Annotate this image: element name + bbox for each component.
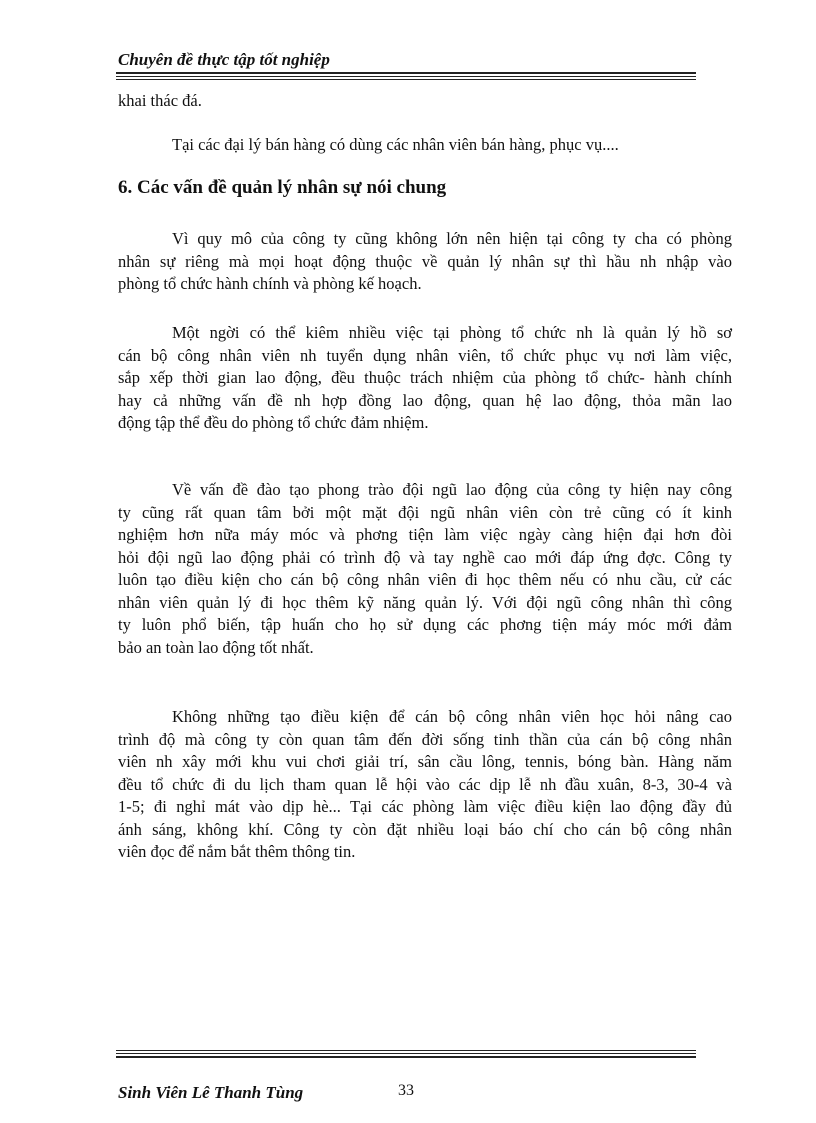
paragraph-line: Không những tạo điều kiện để cán bộ công nhân viên học hỏi nâng cao [172, 707, 732, 726]
paragraph-line: hỏi đội ngũ lao động phải có trình độ và tay nghề cao mới đáp ứng đợc. Công ty [118, 547, 732, 567]
header-title: Chuyên đề thực tập tốt nghiệp [118, 50, 330, 69]
paragraph-line: phòng tổ chức hành chính và phòng kế hoạch. [118, 274, 422, 293]
paragraph-agents: Tại các đại lý bán hàng có dùng các nhân viên bán hàng, phục vụ.... [172, 135, 619, 154]
paragraph-line: ty luôn phổ biến, tập huấn cho họ sử dụng các phơng tiện máy móc mới đảm [118, 615, 732, 634]
header-rule [116, 72, 696, 74]
paragraph-line: viên nh xây mới khu vui chơi giải trí, sân cầu lông, tennis, bóng bàn. Hàng năm [118, 752, 732, 771]
paragraph-line: hay cả những vấn đề nh hợp đồng lao động, quan hệ lao động, thỏa mãn lao [118, 390, 732, 410]
paragraph-line: Một ngời có thể kiêm nhiều việc tại phòng tổ chức nh là quản lý hồ sơ [172, 323, 732, 342]
paragraph-line: nhân sự riêng mà mọi hoạt động thuộc về quản lý nhân sự thì hầu nh nhập vào [118, 251, 732, 271]
footer-rule [116, 1050, 696, 1051]
paragraph-line: đều tổ chức đi du lịch tham quan lễ hội vào các dịp lễ nh đầu xuân, 8-3, 30-4 và [118, 774, 732, 794]
footer-author: Sinh Viên Lê Thanh Tùng [118, 1083, 304, 1102]
paragraph-4 [118, 706, 732, 864]
paragraph-line: động tập thể đều do phòng tổ chức đảm nhiệm. [118, 413, 429, 432]
paragraph-1 [118, 228, 732, 296]
header-rule [116, 76, 696, 77]
paragraph-line: nhân viên quản lý đi học thêm kỹ năng quản lý. Với đội ngũ công nhân thì công [118, 592, 732, 612]
paragraph-line: trình độ mà công ty còn quan tâm đến đời sống tinh thần của cán bộ công nhân [118, 729, 732, 749]
paragraph-line: Về vấn đề đào tạo phong trào đội ngũ lao động của công ty hiện nay công [172, 480, 732, 499]
paragraph-line: luôn tạo điều kiện cho cán bộ công nhân viên đi học thêm nếu có nhu cầu, cử các [118, 570, 732, 589]
section-heading: 6. Các vấn đề quản lý nhân sự nói chung [118, 177, 447, 198]
paragraph-3 [118, 479, 732, 659]
paragraph-line: Vì quy mô của công ty cũng không lớn nên hiện tại công ty cha có phòng [172, 229, 732, 248]
paragraph-line: cán bộ công nhân viên nh tuyển dụng nhân viên, tổ chức phục vụ nơi làm việc, [118, 345, 732, 365]
paragraph-2 [118, 322, 732, 435]
paragraph-line: sắp xếp thời gian lao động, đều thuộc trách nhiệm của phòng tổ chức- hành chính [118, 368, 732, 387]
page-number: 33 [398, 1082, 414, 1099]
footer-rule [116, 1053, 696, 1054]
paragraph-line: bảo an toàn lao động tốt nhất. [118, 637, 314, 657]
header-rule [116, 79, 696, 80]
paragraph-line: nghiệm hơn nữa máy móc và phơng tiện làm việc ngày càng hiện đại hơn đòi [118, 525, 732, 544]
continuation-text: khai thác đá. [118, 91, 202, 110]
paragraph-line: viên đọc để nắm bắt thêm thông tin. [118, 842, 356, 861]
paragraph-line: ty cũng rất quan tâm bởi một mặt đội ngũ nhân viên còn trẻ cũng có ít kinh [118, 502, 732, 522]
paragraph-line: 1-5; đi nghỉ mát vào dịp hè... Tại các phòng làm việc điều kiện lao động đầy đủ [118, 797, 732, 816]
paragraph-line: ánh sáng, không khí. Công ty còn đặt nhiều loại báo chí cho cán bộ công nhân [118, 819, 732, 839]
footer-rule [116, 1056, 696, 1058]
